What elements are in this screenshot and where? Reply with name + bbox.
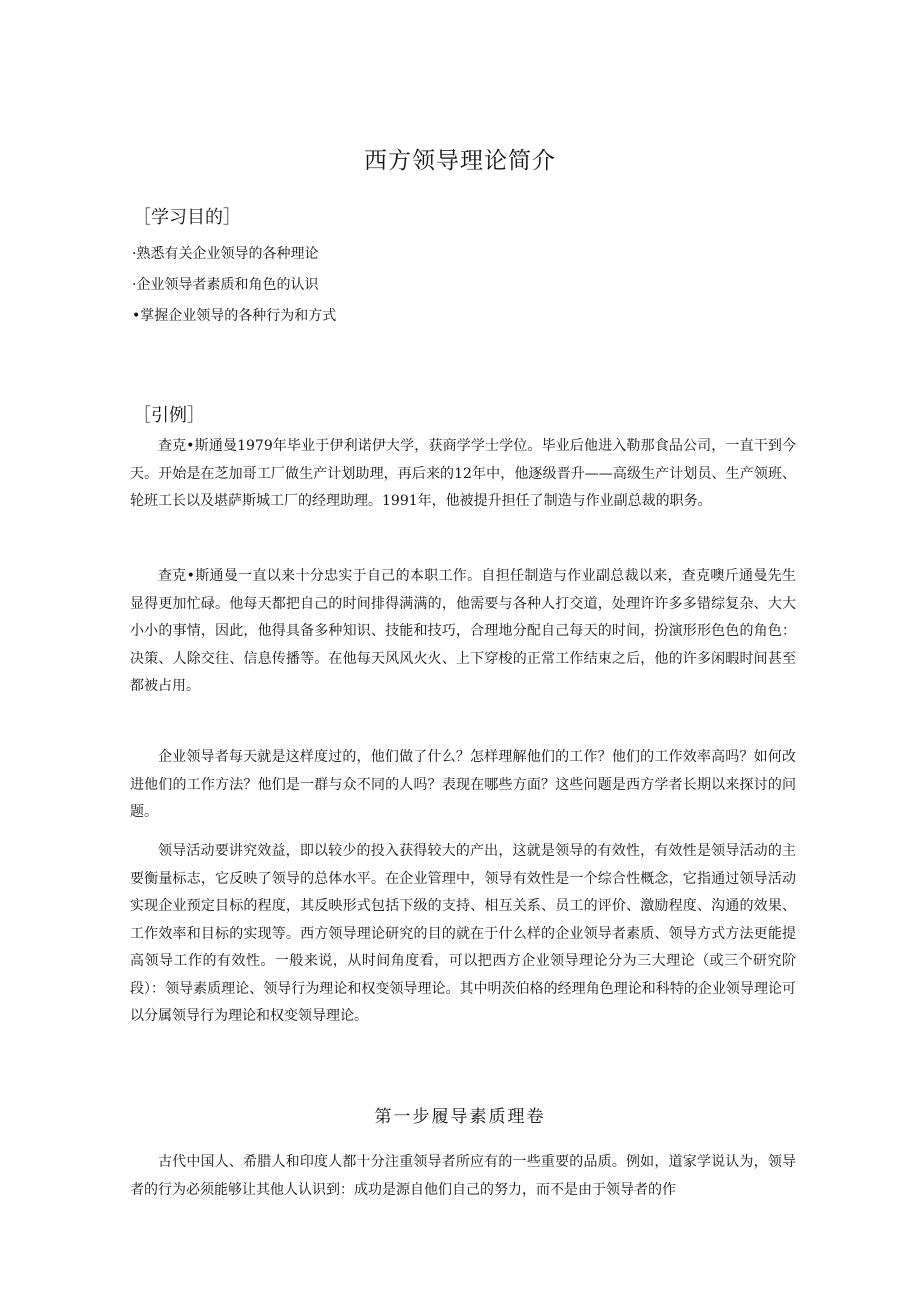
body-paragraph: 领导活动要讲究效益，即以较少的投入获得较大的产出，这就是领导的有效性，有效性是领导活动的主要衡量标志，它反映了领导的总体水平。在企业管理中，领导有效性是一个综合性概念，它指通过领导活动实现企业预定目标的程度，其反映形式包括下级的支持、相互关系、员工的评价、激励程度、沟通的效果、工作效率和目标的实现等。西方领导理论研究的目的就在于什么样的企业领导者素质、领导方式方法更能提高领导工作的有效性。一般来说，从时间角度看，可以把西方企业领导理论分为三大理论（或三个研究阶段）：领导素质理论、领导行为理论和权变领导理论。其中明茨伯格的经理角色理论和科特的企业领导理论可以分属领导行为理论和权变领导理论。	[130, 843, 796, 1024]
objective-item: •掌握企业领导的各种行为和方式	[132, 308, 337, 324]
case-heading: ［引例］	[133, 405, 205, 426]
body-paragraph: 企业领导者每天就是这样度过的，他们做了什么？怎样理解他们的工作？他们的工作效率高吗？如何改进他们的工作方法？他们是一群与众不同的人吗？表现在哪些方面？这些问题是西方学者长期以来探讨的问题。	[130, 749, 796, 820]
objectives-list	[132, 242, 336, 335]
section-title: 第一步履导素质理卷	[374, 1107, 546, 1127]
objective-item: ·企业领导者素质和角色的认识	[132, 277, 319, 293]
objective-item: ·熟悉有关企业领导的各种理论	[132, 246, 319, 262]
case-paragraph: 查克•斯通曼一直以来十分忠实于自己的本职工作。自担任制造与作业副总裁以来，查克噢斤通曼先生显得更加忙碌。他每天都把自己的时间排得满满的，他需要与各种人打交道，处理许许多多错综复杂、大大小小的事情，因此，他得具备多种知识、技能和技巧，合理地分配自己每天的时间，扮演形形色色的角色：决策、人除交往、信息传播等。在他每天风风火火、上下穿梭的正常工作结束之后，他的许多闲暇时间甚至都被占用。	[130, 568, 796, 694]
document-title: 西方领导理论简介	[364, 148, 556, 174]
case-paragraph: 查克•斯通曼1979年毕业于伊利诺伊大学，获商学学士学位。毕业后他进入勒那食品公司，一直干到今天。开始是在芝加哥工厂做生产计划助理，再后来的12年中，他逐级晋升——高级生产计划员、生产领班、轮班工长以及堪萨斯城工厂的经理助理。1991年，他被提升担任了制造与作业副总裁的职务。	[130, 438, 796, 509]
section-paragraph: 古代中国人、希腊人和印度人都十分注重领导者所应有的一些重要的品质。例如，道家学说认为，领导者的行为必须能够让其他人认识到：成功是源自他们自己的努力，而不是由于领导者的作	[130, 1154, 796, 1198]
objectives-heading: ［学习目的］	[133, 207, 241, 228]
